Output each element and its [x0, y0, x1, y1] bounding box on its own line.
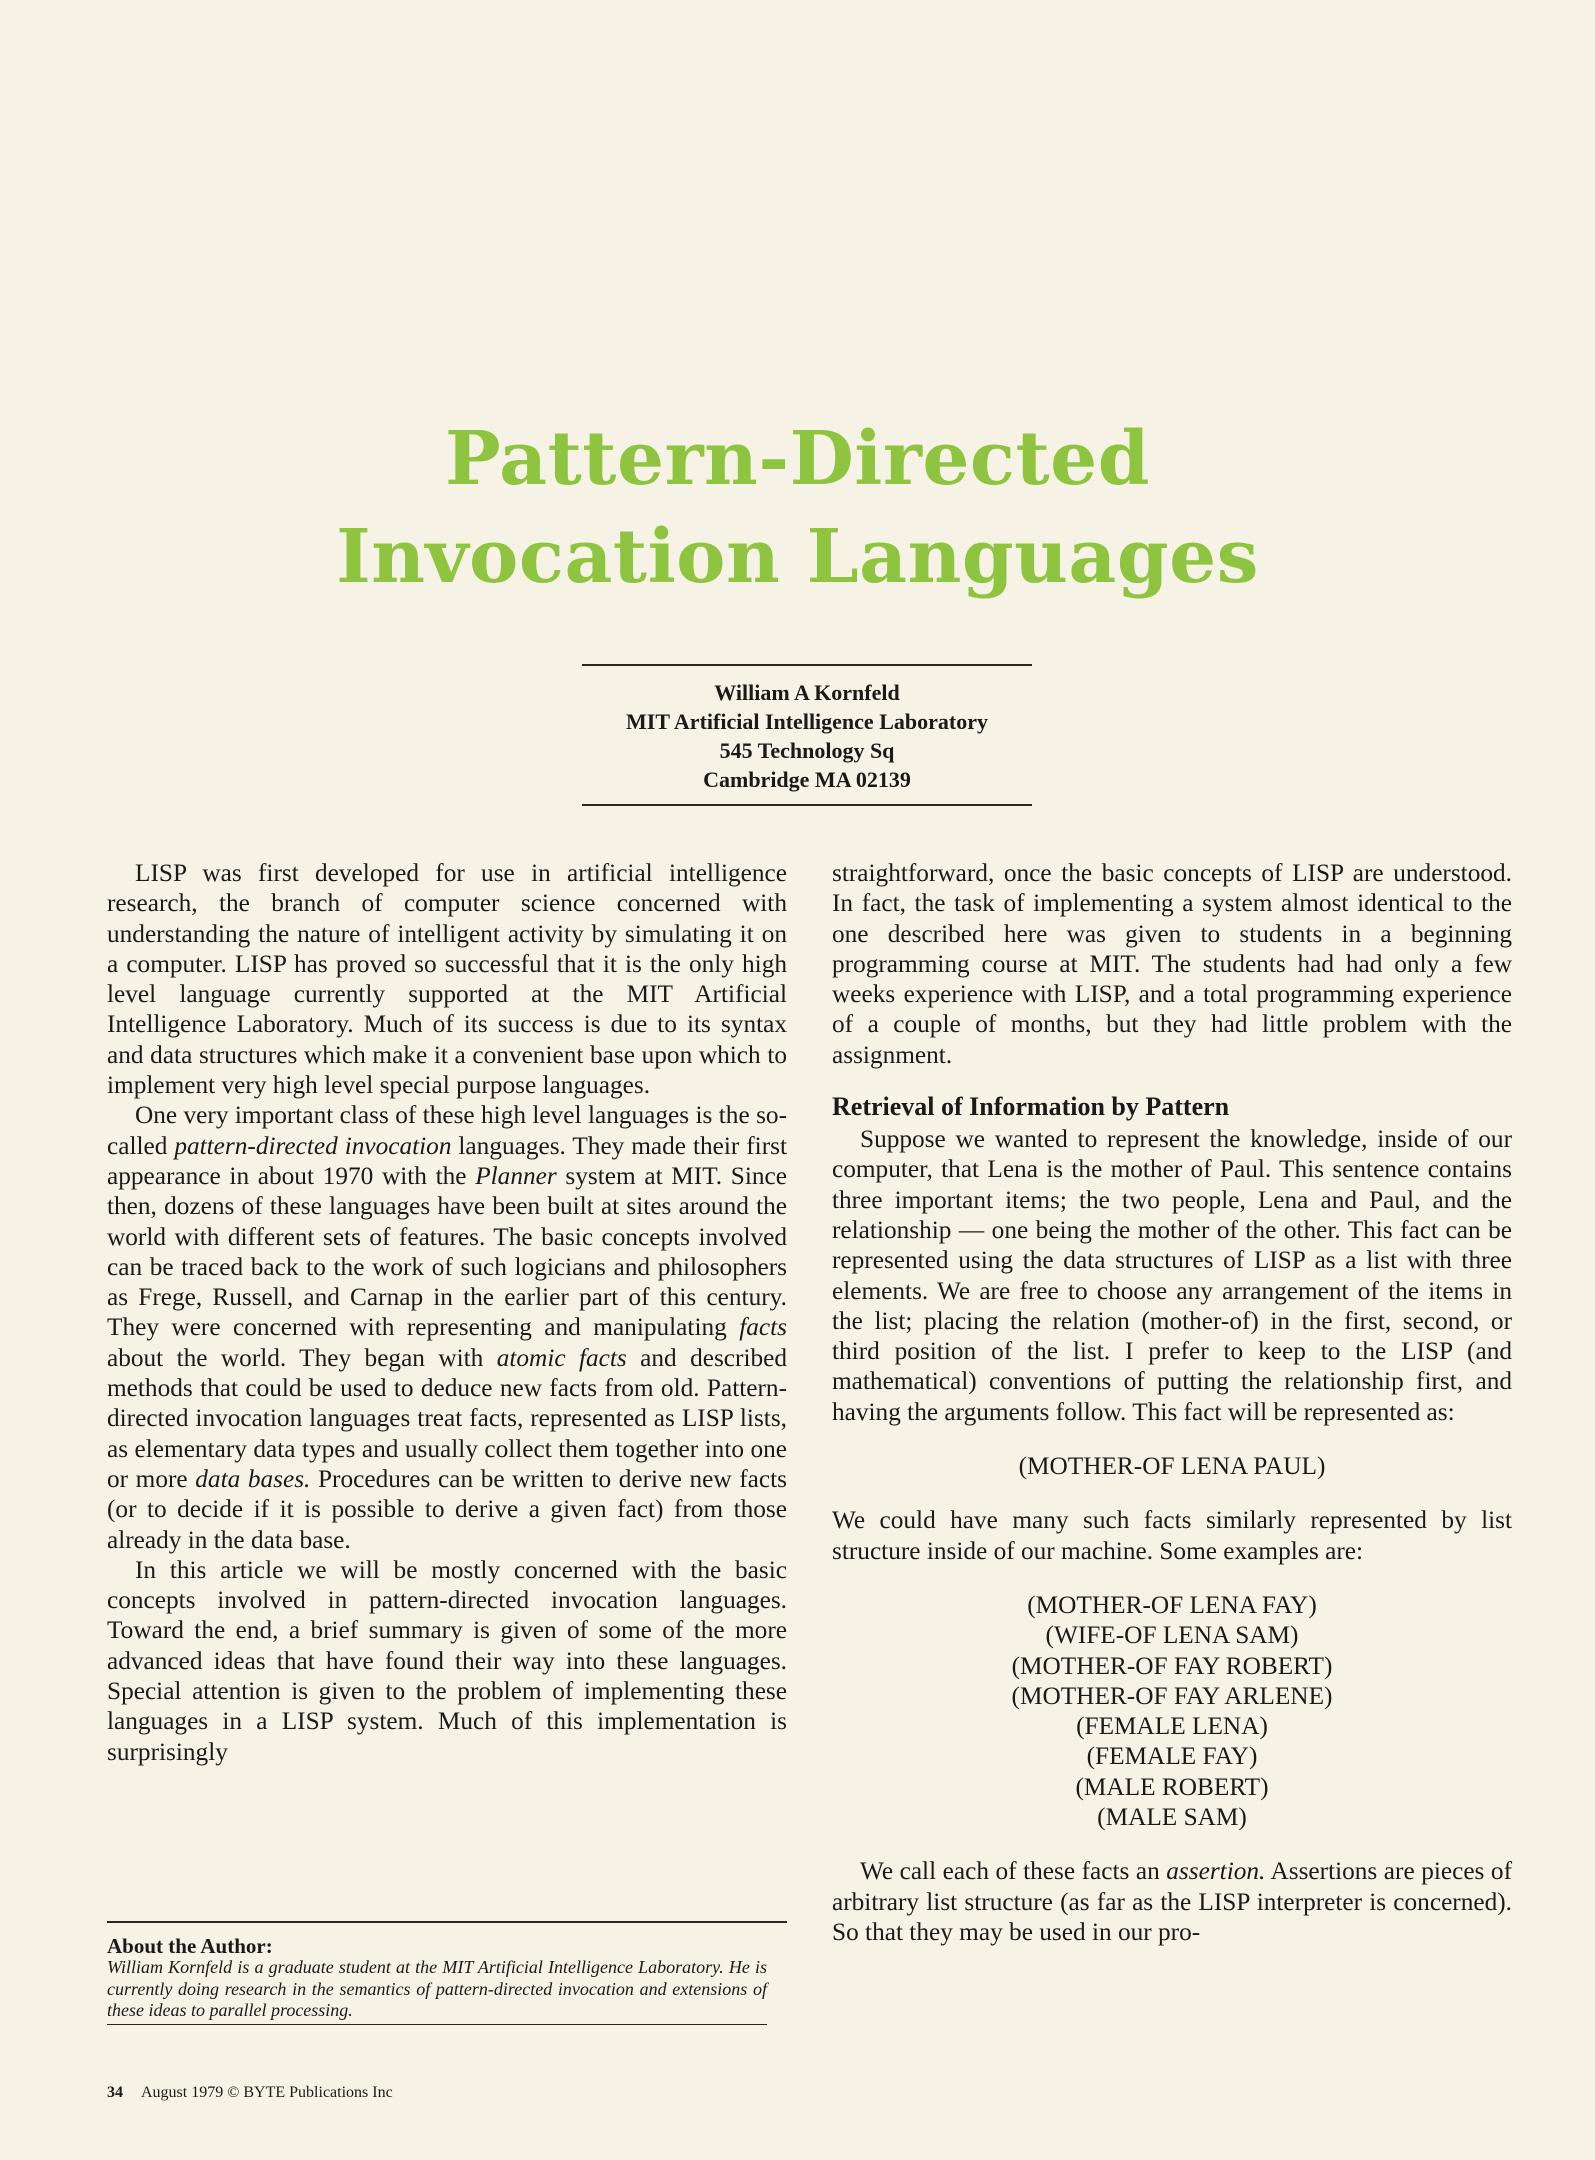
right-column — [832, 858, 1512, 1947]
code-line: (FEMALE LENA) — [1076, 1712, 1268, 1741]
paragraph: We call each of these facts an assertion. Assertions are pieces of arbitrary list structure (as far as the LISP interpreter is concerned). So that they may be used in our pro- — [832, 1857, 1512, 1946]
section-heading: Retrieval of Information by Pattern — [832, 1092, 1230, 1122]
code-line: (MOTHER-OF LENA FAY) — [1027, 1590, 1317, 1619]
code-line: (MOTHER-OF LENA PAUL) — [1018, 1452, 1326, 1481]
footer-text: August 1979 © BYTE Publications Inc — [141, 2084, 393, 2101]
code-line: (MOTHER-OF FAY ARLENE) — [1011, 1681, 1333, 1710]
author-city: Cambridge MA 02139 — [703, 767, 911, 792]
author-byline — [582, 664, 1032, 806]
page-footer — [107, 2084, 393, 2102]
paragraph: LISP was first developed for use in artificial intelligence research, the branch of computer science concerned with understanding the nature of intelligent activity by simulating it on a computer. LISP has proved so successful that it is the only high level language currently supported at the MIT Artificial Intelligence Laboratory. Much of its success is due to its syntax and data structures which make it a convenient base upon which to implement very high level special purpose languages. — [107, 859, 787, 1100]
author-name: William A Kornfeld — [714, 680, 900, 705]
paragraph: In this article we will be mostly concerned with the basic concepts involved in pattern-directed invocation languages. Toward the end, a brief summary is given of some of the more advanced ideas that have found their way into these languages. Special attention is given to the problem of implementing these languages in a LISP system. Much of this implementation is surprisingly — [107, 1555, 787, 1766]
about-author-title: About the Author: — [107, 1934, 273, 1958]
left-column — [107, 858, 787, 1767]
about-author-text: William Kornfeld is a graduate student at the MIT Artificial Intelligence Laboratory. He is currently doing research in the semantics of pattern-directed invocation and extensions of these ideas to parallel processing. — [107, 1957, 767, 2025]
paragraph: One very important class of these high level languages is the so-called pattern-directed invocation languages. They made their first appearance in about 1970 with the Planner system at MIT. Since then, dozens of these languages have been built at sites around the world with different sets of features. The basic concepts involved can be traced back to the work of such logicians and philosophers as Frege, Russell, and Carnap in the earlier part of this century. They were concerned with representing and manipulating facts about the world. They began with atomic facts and described methods that could be used to deduce new facts from old. Pattern-directed invocation languages treat facts, represented as LISP lists, as elementary data types and usually collect them together into one or more data bases. Procedures can be written to derive new facts (or to decide if it is possible to derive a given fact) from those already in the data base. — [107, 1101, 788, 1554]
code-line: (FEMALE FAY) — [1086, 1742, 1258, 1771]
code-example — [832, 1451, 1512, 1481]
paragraph: straightforward, once the basic concepts of LISP are understood. In fact, the task of implementing a system almost identical to the one described here was given to students in a beginning programming course at MIT. The students had had only a few weeks experience with LISP, and a total programming experience of a couple of months, but they had little problem with the assignment. — [832, 859, 1512, 1069]
code-line: (MALE ROBERT) — [1075, 1772, 1269, 1801]
title-line-1: Pattern-Directed — [445, 416, 1150, 502]
about-author-box — [107, 1921, 787, 2025]
article-title — [0, 410, 1595, 606]
code-example-list — [832, 1590, 1512, 1832]
paragraph: Suppose we wanted to represent the knowledge, inside of our computer, that Lena is the mother of Paul. This sentence contains three important items; the two people, Lena and Paul, and the relationship — one being the mother of the other. This fact can be represented using the data structures of LISP as a list with three elements. We are free to choose any arrangement of the items in the list; placing the relation (mother-of) in the first, second, or third position of the list. I prefer to keep to the LISP (and mathematical) conventions of putting the relationship first, and having the arguments follow. This fact will be represented as: — [832, 1125, 1512, 1426]
author-affiliation: MIT Artificial Intelligence Laboratory — [626, 709, 988, 734]
page-number: 34 — [107, 2084, 123, 2101]
code-line: (MOTHER-OF FAY ROBERT) — [1011, 1651, 1333, 1680]
code-line: (WIFE-OF LENA SAM) — [1045, 1621, 1299, 1650]
paragraph: We could have many such facts similarly represented by list structure inside of our machine. Some examples are: — [832, 1506, 1512, 1565]
title-line-2: Invocation Languages — [336, 514, 1259, 600]
code-line: (MALE SAM) — [1097, 1803, 1247, 1832]
author-street: 545 Technology Sq — [719, 738, 895, 763]
